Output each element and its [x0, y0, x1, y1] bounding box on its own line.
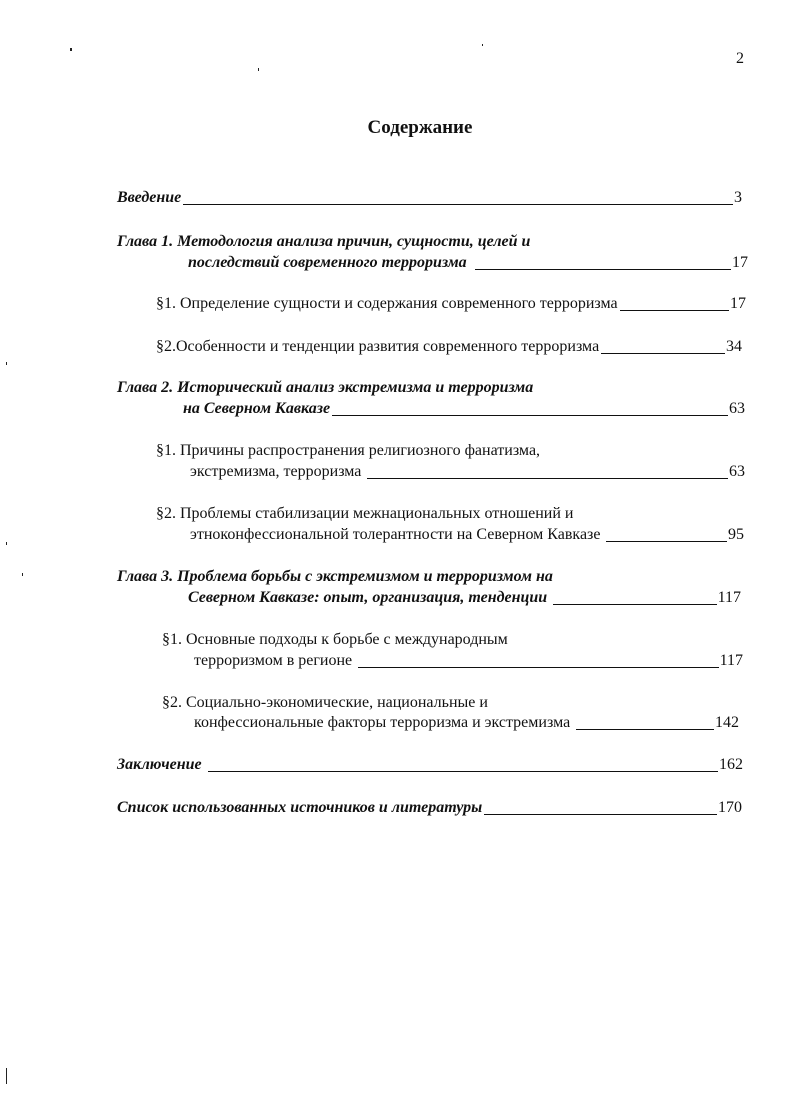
toc-entry-label: Заключение — [117, 756, 202, 773]
scan-speck — [70, 48, 72, 51]
toc-entry-chapter-1[interactable] — [188, 253, 748, 273]
toc-leader — [332, 415, 728, 416]
scan-speck — [6, 1068, 7, 1084]
toc-entry-section-3-1[interactable] — [194, 651, 743, 671]
toc-page-number: 117 — [717, 589, 741, 606]
toc-entry-label: на Северном Кавказе — [183, 400, 331, 417]
toc-entry-section-2-2[interactable] — [190, 525, 744, 545]
toc-entry-label: экстремизма, терроризма — [190, 463, 362, 480]
toc-section-3-2-line1[interactable]: §2. Социально-экономические, национальные и — [162, 694, 488, 711]
scan-speck — [22, 573, 23, 576]
toc-entry-label: конфессиональные факторы терроризма и экстремизма — [194, 714, 571, 731]
toc-chapter-3-line1[interactable]: Глава 3. Проблема борьбы с экстремизмом и терроризмом на — [117, 568, 553, 585]
toc-entry-section-1-1[interactable] — [156, 294, 746, 314]
toc-section-3-1-line1[interactable]: §1. Основные подходы к борьбе с международным — [162, 631, 508, 648]
toc-entry-chapter-2[interactable] — [183, 399, 745, 419]
toc-entry-label: §1. Определение сущности и содержания современного терроризма — [156, 295, 618, 312]
toc-section-2-2-line1[interactable]: §2. Проблемы стабилизации межнациональных отношений и — [156, 505, 574, 522]
page-title: Содержание — [367, 117, 473, 138]
toc-leader — [606, 541, 727, 542]
toc-page-number: 17 — [730, 295, 746, 312]
toc-entry-label: терроризмом в регионе — [194, 652, 353, 669]
toc-page-number: 63 — [729, 400, 745, 417]
toc-page-number: 3 — [734, 189, 742, 206]
toc-page-number: 95 — [728, 526, 744, 543]
scan-speck — [258, 68, 259, 71]
toc-leader — [475, 269, 731, 270]
toc-leader — [208, 771, 718, 772]
toc-chapter-2-line1[interactable]: Глава 2. Исторический анализ экстремизма и терроризма — [117, 379, 534, 396]
scan-speck — [6, 362, 7, 365]
toc-chapter-1-line1[interactable]: Глава 1. Методология анализа причин, сущности, целей и — [117, 233, 531, 250]
toc-leader — [183, 204, 733, 205]
toc-entry-label: последствий современного терроризма — [188, 254, 467, 271]
toc-entry-label: этноконфессиональной толерантности на Северном Кавказе — [190, 526, 601, 543]
toc-section-2-1-line1[interactable]: §1. Причины распространения религиозного фанатизма, — [156, 442, 541, 459]
scan-speck — [6, 542, 7, 545]
toc-entry-label: Северном Кавказе: опыт, организация, тенденции — [188, 589, 548, 606]
page-number: 2 — [736, 50, 744, 67]
toc-entry-label: Список использованных источников и литературы — [117, 799, 483, 816]
toc-leader — [358, 667, 718, 668]
toc-leader — [576, 729, 714, 730]
toc-entry-section-2-1[interactable] — [190, 462, 745, 482]
toc-entry-section-3-2[interactable] — [194, 713, 739, 733]
toc-page-number: 63 — [729, 463, 745, 480]
toc-entry-section-1-2[interactable] — [156, 337, 742, 357]
toc-leader — [553, 604, 716, 605]
toc-entry-label: Введение — [117, 189, 182, 206]
toc-page-number: 162 — [719, 756, 743, 773]
toc-leader — [620, 310, 729, 311]
toc-page-number: 117 — [719, 652, 743, 669]
toc-page-number: 17 — [732, 254, 748, 271]
toc-entry-label: §2.Особенности и тенденции развития современного терроризма — [156, 338, 600, 355]
toc-leader — [601, 353, 725, 354]
toc-page-number: 34 — [726, 338, 742, 355]
toc-page-number: 142 — [715, 714, 739, 731]
toc-entry-conclusion[interactable] — [117, 755, 743, 775]
toc-page-number: 170 — [718, 799, 742, 816]
toc-leader — [484, 814, 717, 815]
toc-entry-chapter-3[interactable] — [188, 588, 741, 608]
scan-speck — [482, 44, 483, 46]
toc-entry-intro[interactable] — [117, 188, 742, 208]
toc-entry-references[interactable] — [117, 798, 742, 818]
toc-leader — [367, 478, 728, 479]
